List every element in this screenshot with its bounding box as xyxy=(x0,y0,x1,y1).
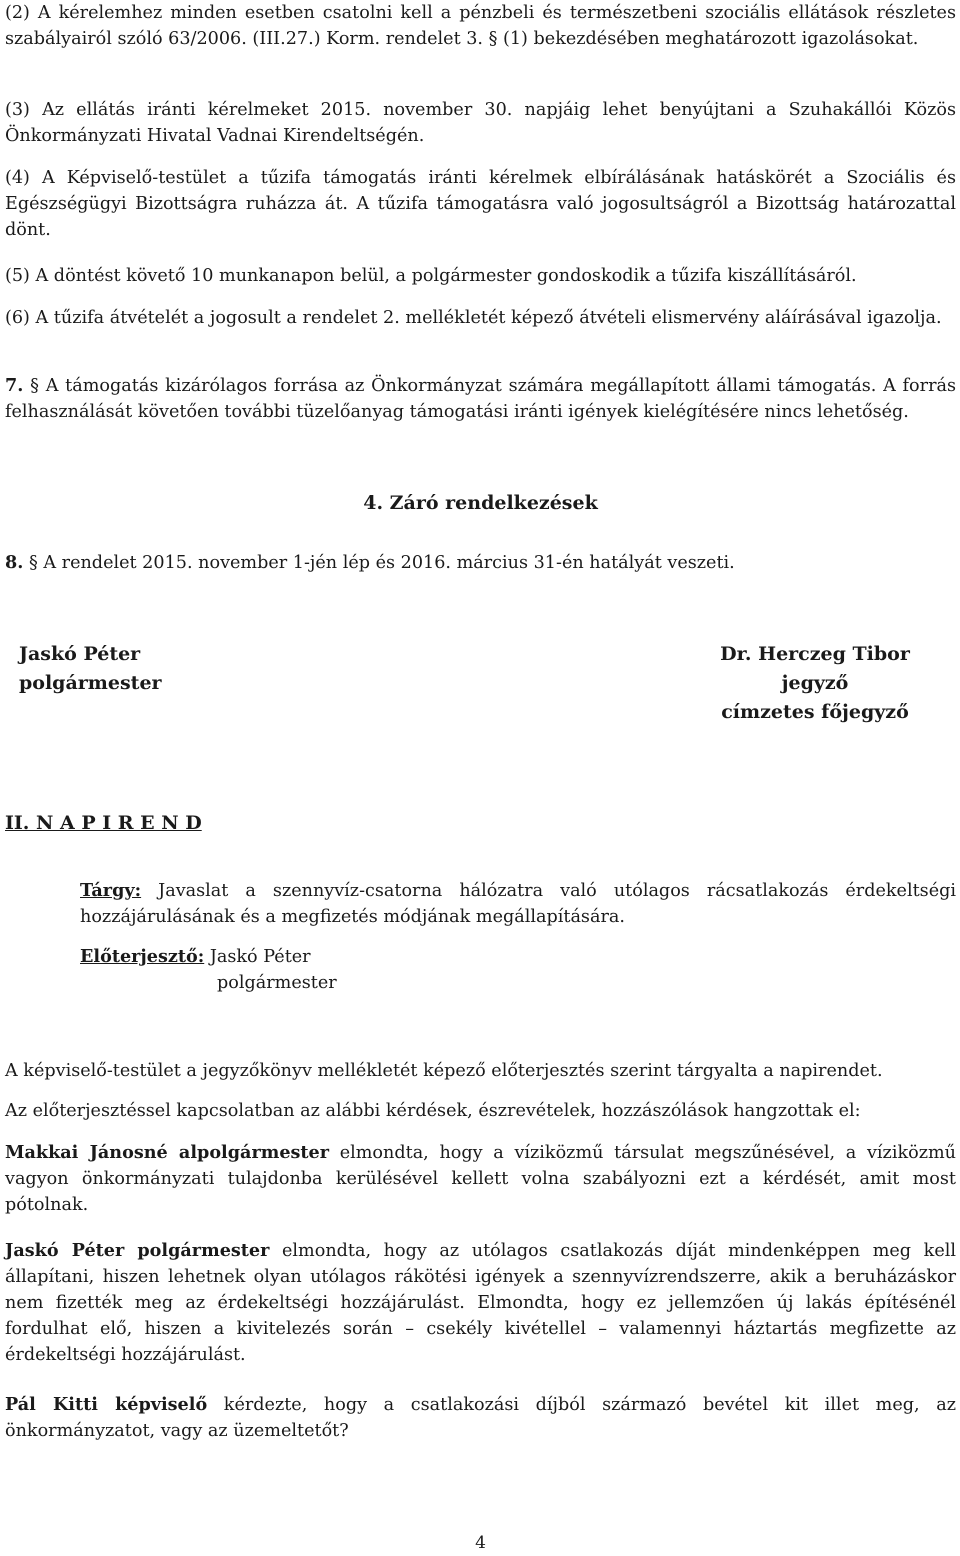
paragraph-2: (2) A kérelemhez minden esetben csatolni kell a pénzbeli és természetbeni szociális ellátások részletes szabályairól szóló 63/2006. (III.27.) Korm. rendelet 3. § (1) bekezdésében meghatározott igazolásokat. xyxy=(5,3,956,49)
presenter-name: Jaskó Péter xyxy=(204,947,311,967)
subject-text: Javaslat a szennyvíz-csatorna hálózatra való utólagos rácsatlakozás érdekeltségi hozzájárulásának és a megfizetés módjának megállapítására. xyxy=(80,881,956,927)
paragraph-6: (6) A tűzifa átvételét a jogosult a rendelet 2. mellékletét képező átvételi elismervény aláírásával igazolja. xyxy=(5,308,942,328)
page-number: 4 xyxy=(475,1533,486,1553)
heading-closing-provisions: 4. Záró rendelkezések xyxy=(363,492,598,514)
section-7-text: § A támogatás kizárólagos forrása az Önkormányzat számára megállapított állami támogatás. A forrás felhasználását követően további tüzelőanyag támogatási iránti igények kielégítésére nincs lehetőség. xyxy=(5,376,956,422)
comment-3 xyxy=(5,1392,956,1444)
agenda-heading: II. N A P I R E N D xyxy=(5,812,202,834)
subject-label: Tárgy: xyxy=(80,880,142,901)
presenter-label: Előterjesztő: xyxy=(80,946,205,967)
paragraph-4: (4) A Képviselő-testület a tűzifa támogatás iránti kérelmek elbírálásának hatáskörét a Szociális és Egészségügyi Bizottságra ruházza át. A tűzifa támogatásra való jogosultságról a Bizottság határozattal dönt. xyxy=(5,168,956,240)
comment-2-text: elmondta, hogy az utólagos csatlakozás díját mindenképpen meg kell állapítani, hiszen lehetnek olyan utólagos rákötési igények a szennyvízrendszerre, akik a beruházáskor nem fizették meg az érdekeltségi hozzájárulást. Elmondta, hogy ez jellemzően új lakás építésénél fordulhat elő, hiszen a kivitelezés során – csekély kivétellel – valamennyi háztartás megfizette az érdekeltségi hozzájárulást. xyxy=(5,1241,957,1365)
signature-right-title-2: címzetes főjegyző xyxy=(721,701,909,723)
speaker-3: Pál Kitti képviselő xyxy=(5,1394,208,1415)
paragraph-3: (3) Az ellátás iránti kérelmeket 2015. november 30. napjáig lehet benyújtani a Szuhakállói Közös Önkormányzati Hivatal Vadnai Kirendeltségén. xyxy=(5,100,956,146)
comment-3-text: kérdezte, hogy a csatlakozási díjból származó bevétel kit illet meg, az önkormányzatot, vagy az üzemeltetőt? xyxy=(5,1395,956,1441)
comment-2 xyxy=(5,1238,956,1368)
section-7 xyxy=(5,373,956,425)
section-8 xyxy=(5,550,956,576)
speaker-1: Makkai Jánosné alpolgármester xyxy=(5,1142,330,1163)
signature-left-name: Jaskó Péter xyxy=(19,643,141,665)
paragraph-5: (5) A döntést követő 10 munkanapon belül, a polgármester gondoskodik a tűzifa kiszállításáról. xyxy=(5,266,857,286)
section-8-number: 8. xyxy=(5,552,24,573)
discussion-intro-1: A képviselő-testület a jegyzőkönyv mellékletét képező előterjesztés szerint tárgyalta a napirendet. xyxy=(5,1061,883,1081)
signature-left xyxy=(19,640,162,698)
discussion-intro-2: Az előterjesztéssel kapcsolatban az alábbi kérdések, észrevételek, hozzászólások hangzottak el: xyxy=(5,1101,861,1121)
comment-1-text: elmondta, hogy a víziközmű társulat megszűnésével, a víziközmű vagyon önkormányzati tulajdonba kerülésével kellett volna szabályozni ezt a kérdését, amit most pótolnak. xyxy=(5,1143,956,1215)
agenda-presenter xyxy=(80,944,956,996)
speaker-2: Jaskó Péter polgármester xyxy=(5,1240,270,1261)
signature-right-name: Dr. Herczeg Tibor xyxy=(720,643,910,665)
section-7-number: 7. xyxy=(5,375,24,396)
comment-1 xyxy=(5,1140,956,1218)
signature-right-title: jegyző xyxy=(781,672,849,694)
section-8-text: § A rendelet 2015. november 1-jén lép és 2016. március 31-én hatályát veszeti. xyxy=(28,553,735,573)
signature-right xyxy=(695,640,935,727)
signature-left-title: polgármester xyxy=(19,672,162,694)
presenter-title: polgármester xyxy=(217,973,337,993)
agenda-subject xyxy=(80,878,956,930)
